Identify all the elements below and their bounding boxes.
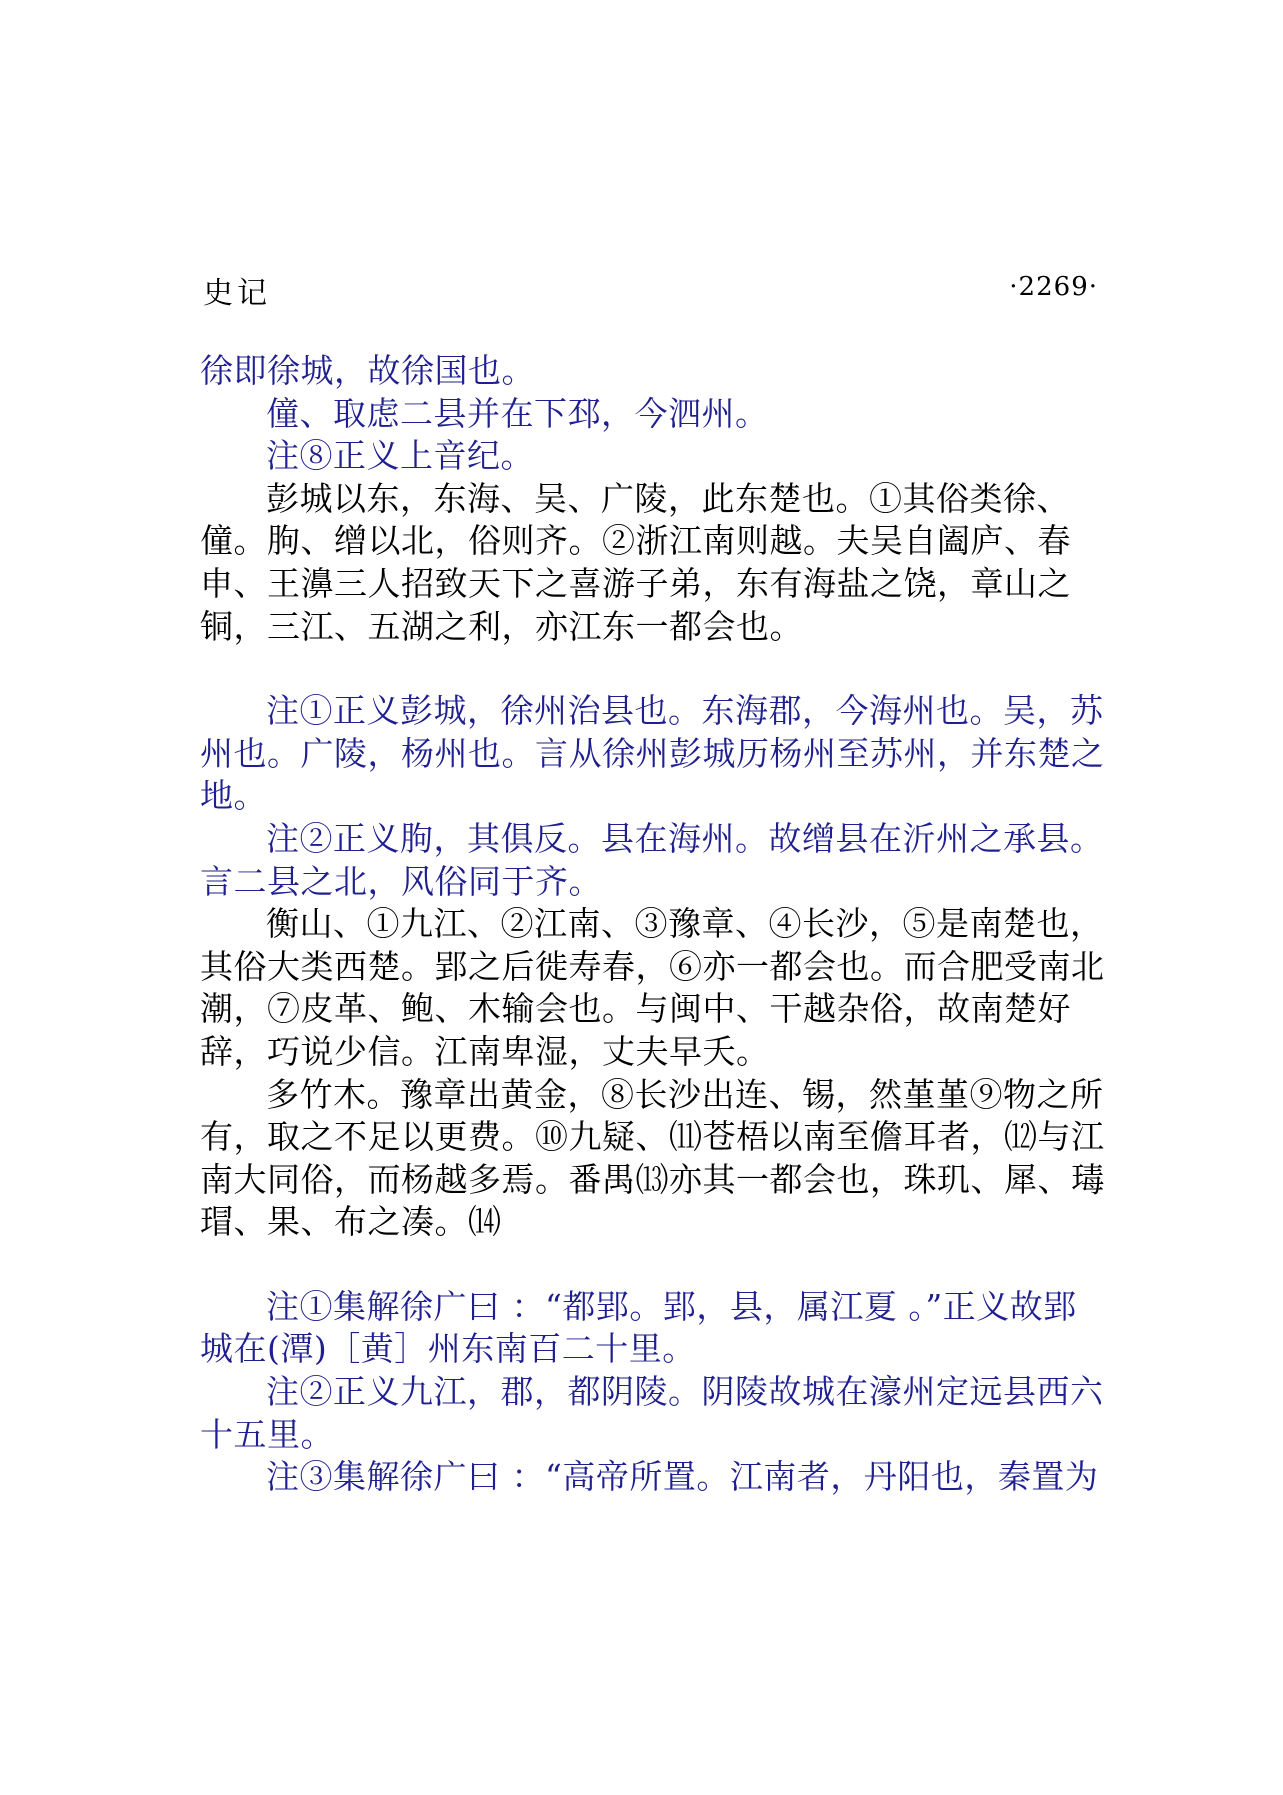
page-body bbox=[200, 350, 1110, 1499]
main-text-paragraph: 衡山、①九江、②江南、③豫章、④长沙，⑤是南楚也，其俗大类西楚。郢之后徙寿春，⑥亦一都会也。而合肥受南北潮，⑦皮革、鲍、木输会也。与闽中、干越杂俗，故南楚好辞，巧说少信。江南卑湿，丈夫早夭。 bbox=[200, 904, 1105, 1071]
note-paragraph: 注①正义彭城，徐州治县也。东海郡，今海州也。吴，苏州也。广陵，杨州也。言从徐州彭城历杨州至苏州，并东楚之地。 bbox=[200, 691, 1105, 816]
note-paragraph: 注③集解徐广曰 ：“高帝所置。江南者，丹阳也，秦置为 bbox=[266, 1457, 1099, 1497]
note-paragraph: 僮、取虑二县并在下邳，今泗州。 bbox=[266, 393, 769, 433]
paragraph-gap bbox=[200, 648, 1110, 690]
note-paragraph: 徐即徐城，故徐国也。 bbox=[200, 351, 535, 390]
paragraph-gap bbox=[200, 1244, 1110, 1286]
page-number: ·2269· bbox=[1009, 272, 1098, 302]
note-paragraph: 注②正义九江，郡，都阴陵。阴陵故城在濠州定远县西六十五里。 bbox=[200, 1372, 1104, 1454]
note-paragraph: 注⑧正义上音纪。 bbox=[266, 436, 534, 476]
note-paragraph: 注①集解徐广曰 ：“都郢。郢，县，属江夏 。”正义故郢城在(潭)［黄］州东南百二十里。 bbox=[200, 1286, 1077, 1369]
main-text-paragraph: 多竹木。豫章出黄金，⑧长沙出连、锡，然堇堇⑨物之所有，取之不足以更费。⑩九疑、⑾苍梧以南至儋耳者，⑿与江南大同俗，而杨越多焉。番禺⒀亦其一都会也，珠玑、犀、瑇瑁、果、布之凑。⒁ bbox=[200, 1074, 1105, 1242]
book-title: 史记 bbox=[203, 276, 271, 311]
note-paragraph: 注②正义朐，其俱反。县在海州。故缯县在沂州之承县。言二县之北，风俗同于齐。 bbox=[200, 818, 1104, 901]
main-text-paragraph: 彭城以东，东海、吴、广陵，此东楚也。①其俗类徐、僮。朐、缯以北，俗则齐。②浙江南则越。夫吴自阖庐、春申、王濞三人招致天下之喜游子弟，东有海盐之饶，章山之铜，三江、五湖之利，亦江东一都会也。 bbox=[200, 478, 1071, 646]
